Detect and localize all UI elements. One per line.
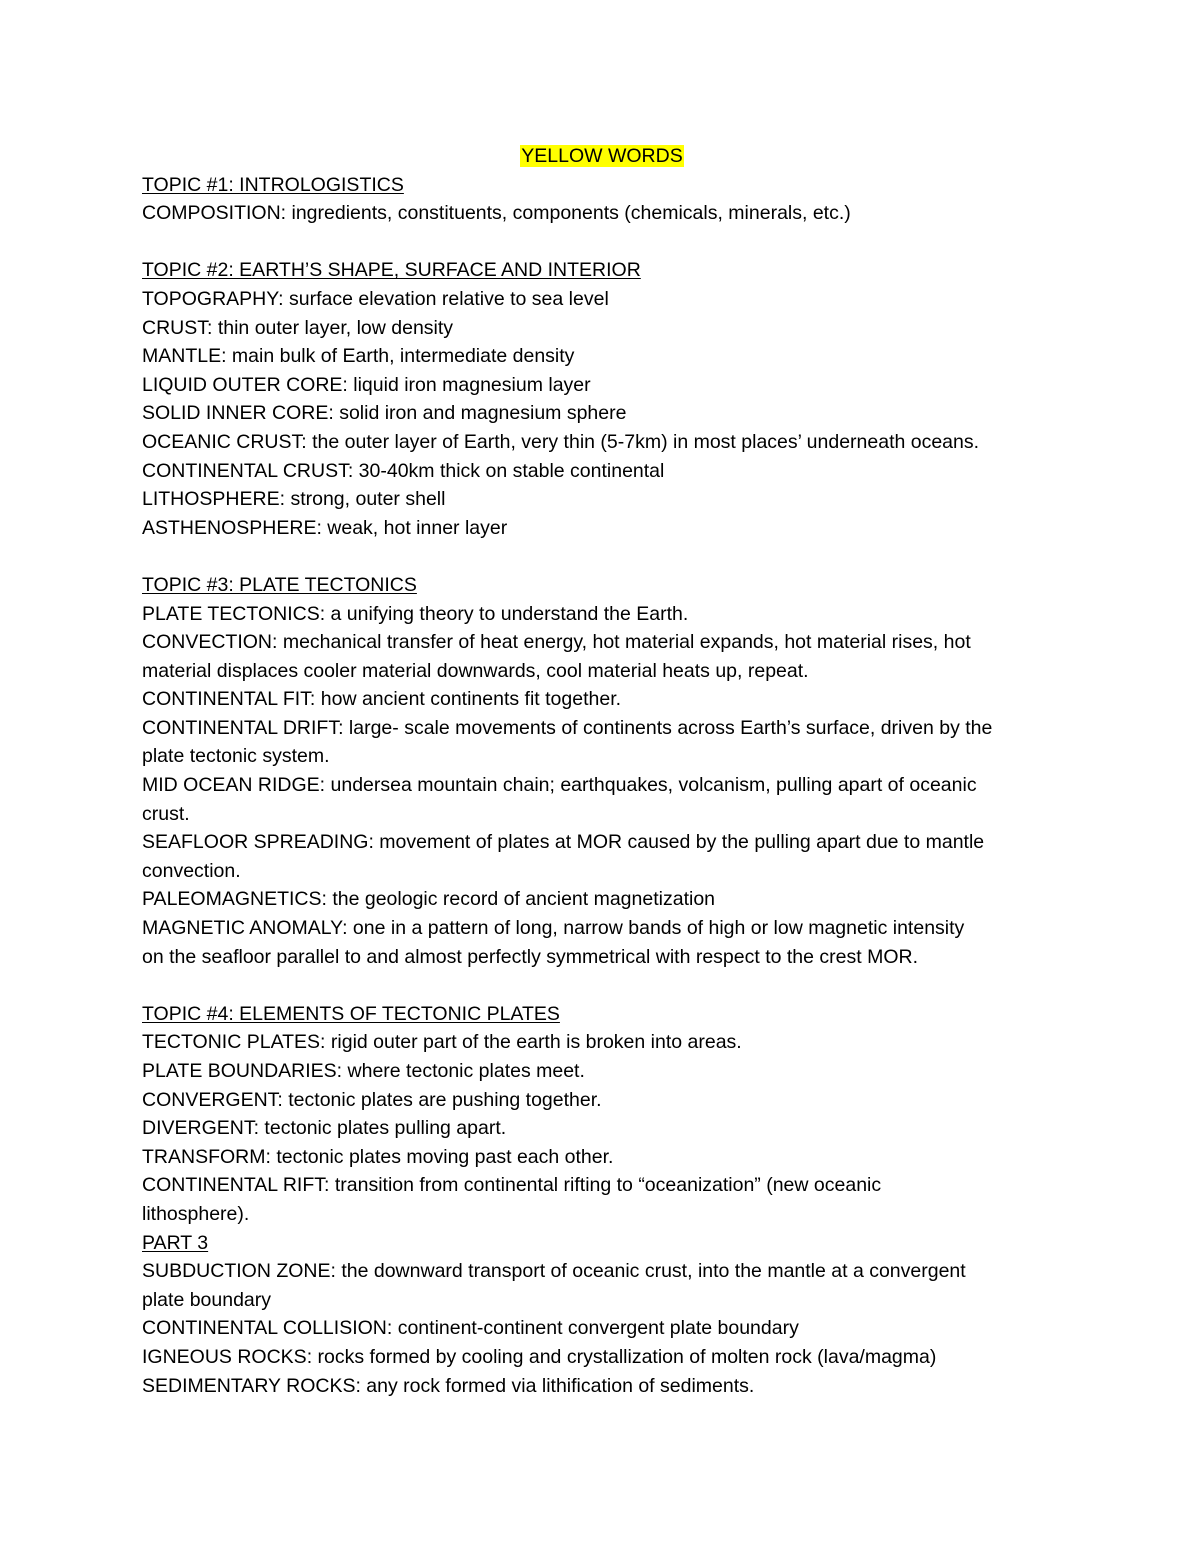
definition-continental-rift: CONTINENTAL RIFT: transition from continental rifting to “oceanization” (new oceanic xyxy=(142,1174,882,1197)
definition-subduction-zone: SUBDUCTION ZONE: the downward transport of oceanic crust, into the mantle at a convergent xyxy=(142,1260,966,1283)
topic-4-heading: TOPIC #4: ELEMENTS OF TECTONIC PLATES xyxy=(142,1002,560,1025)
definition-seafloor-spreading-continued: convection. xyxy=(142,859,241,882)
document-body xyxy=(142,142,1062,1400)
definition-plate-tectonics: PLATE TECTONICS: a unifying theory to understand the Earth. xyxy=(142,602,689,625)
topic-3-heading: TOPIC #3: PLATE TECTONICS xyxy=(142,573,417,596)
definition-asthenosphere: ASTHENOSPHERE: weak, hot inner layer xyxy=(142,516,508,539)
definition-liquid-outer-core: LIQUID OUTER CORE: liquid iron magnesium layer xyxy=(142,373,591,396)
definition-continental-crust: CONTINENTAL CRUST: 30-40km thick on stable continental xyxy=(142,459,665,482)
definition-paleomagnetics: PALEOMAGNETICS: the geologic record of ancient magnetization xyxy=(142,888,716,911)
definition-seafloor-spreading: SEAFLOOR SPREADING: movement of plates at MOR caused by the pulling apart due to mantle xyxy=(142,831,985,854)
definition-continental-drift-continued: plate tectonic system. xyxy=(142,745,330,768)
definition-convection-continued: material displaces cooler material downwards, cool material heats up, repeat. xyxy=(142,659,809,682)
spacer xyxy=(142,228,1062,257)
definition-composition: COMPOSITION: ingredients, constituents, components (chemicals, minerals, etc.) xyxy=(142,202,851,225)
spacer xyxy=(142,971,1062,1000)
definition-lithosphere: LITHOSPHERE: strong, outer shell xyxy=(142,488,446,511)
definition-mid-ocean-ridge-continued: crust. xyxy=(142,802,190,825)
document-title xyxy=(142,142,1062,171)
definition-subduction-zone-continued: plate boundary xyxy=(142,1288,272,1311)
definition-sedimentary-rocks: SEDIMENTARY ROCKS: any rock formed via lithification of sediments. xyxy=(142,1374,755,1397)
definition-mid-ocean-ridge: MID OCEAN RIDGE: undersea mountain chain; earthquakes, volcanism, pulling apart of oceanic xyxy=(142,774,977,797)
definition-crust: CRUST: thin outer layer, low density xyxy=(142,316,454,339)
definition-convergent: CONVERGENT: tectonic plates are pushing together. xyxy=(142,1088,602,1111)
topic-2-heading: TOPIC #2: EARTH’S SHAPE, SURFACE AND INTERIOR xyxy=(142,259,641,282)
part-3-heading: PART 3 xyxy=(142,1231,209,1254)
definition-transform: TRANSFORM: tectonic plates moving past each other. xyxy=(142,1145,614,1168)
spacer xyxy=(142,542,1062,571)
definition-igneous-rocks: IGNEOUS ROCKS: rocks formed by cooling and crystallization of molten rock (lava/magma) xyxy=(142,1345,937,1368)
definition-solid-inner-core: SOLID INNER CORE: solid iron and magnesium sphere xyxy=(142,402,627,425)
definition-magnetic-anomaly: MAGNETIC ANOMALY: one in a pattern of long, narrow bands of high or low magnetic intensity xyxy=(142,917,965,940)
definition-continental-rift-continued: lithosphere). xyxy=(142,1202,250,1225)
definition-continental-fit: CONTINENTAL FIT: how ancient continents fit together. xyxy=(142,688,622,711)
definition-convection: CONVECTION: mechanical transfer of heat energy, hot material expands, hot material rises, hot xyxy=(142,631,971,654)
definition-continental-collision: CONTINENTAL COLLISION: continent-continent convergent plate boundary xyxy=(142,1317,799,1340)
highlighted-title: YELLOW WORDS xyxy=(521,145,683,167)
definition-magnetic-anomaly-continued: on the seafloor parallel to and almost perfectly symmetrical with respect to the crest MOR. xyxy=(142,945,918,968)
definition-plate-boundaries: PLATE BOUNDARIES: where tectonic plates meet. xyxy=(142,1060,585,1082)
definition-oceanic-crust: OCEANIC CRUST: the outer layer of Earth, very thin (5-7km) in most places’ underneath oceans. xyxy=(142,430,980,453)
definition-topography: TOPOGRAPHY: surface elevation relative to sea level xyxy=(142,287,609,310)
topic-1-heading: TOPIC #1: INTROLOGISTICS xyxy=(142,173,404,196)
definition-continental-drift: CONTINENTAL DRIFT: large- scale movements of continents across Earth’s surface, driven by the xyxy=(142,716,993,739)
definition-divergent: DIVERGENT: tectonic plates pulling apart. xyxy=(142,1117,507,1140)
definition-mantle: MANTLE: main bulk of Earth, intermediate density xyxy=(142,345,575,368)
definition-tectonic-plates: TECTONIC PLATES: rigid outer part of the earth is broken into areas. xyxy=(142,1031,742,1054)
